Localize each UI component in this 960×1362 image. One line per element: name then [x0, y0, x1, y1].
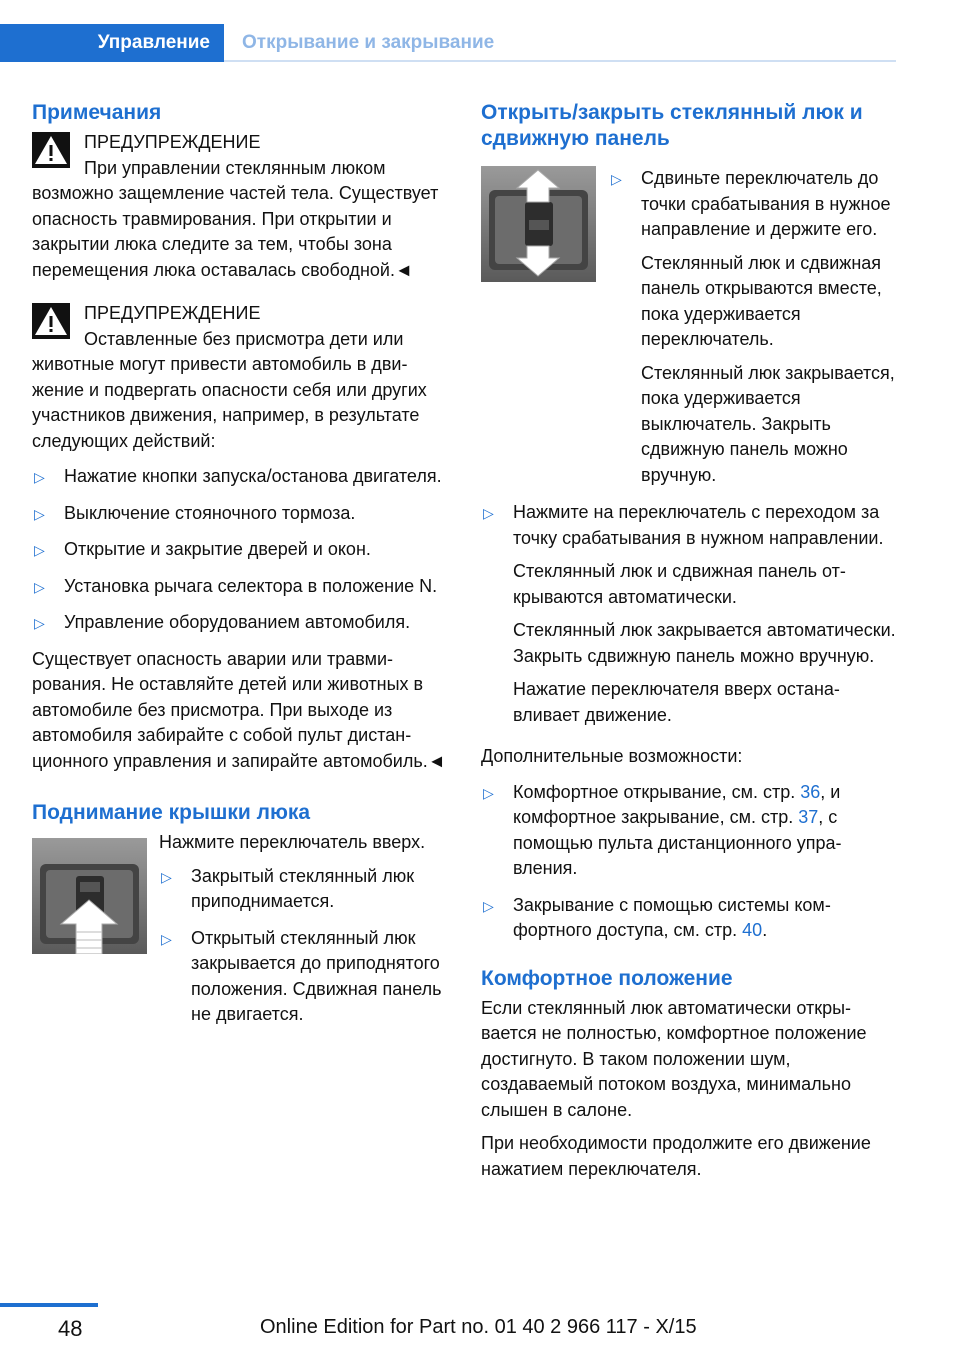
warning-list: [32, 464, 446, 636]
item-paragraph: Стеклянный люк и сдвижная панель открываются автоматически.: [513, 561, 846, 607]
open-close-section: [481, 166, 896, 488]
triangle-bullet-icon: ▷: [34, 615, 45, 631]
warning-block-2: [32, 301, 446, 774]
header-divider: [224, 60, 896, 62]
extra-intro: Дополнительные возможности:: [481, 746, 743, 766]
list-item: ▷ Нажатие кнопки запуска/останова двигателя.: [32, 464, 446, 490]
list-item: ▷ Открытый стеклянный люк закрывается до приподнятого положения. Сдвижная панель не двигается.: [161, 927, 442, 1024]
list-item: ▷ Открытие и закрытие дверей и окон.: [32, 537, 446, 563]
comfort-paragraph: Если стеклянный люк автоматически открывается не полностью, комфортное положение достигнуто. В таком положении шум, создаваемый потоком воздуха, минимально слышен в салоне.: [481, 997, 867, 1120]
list-item: ▷ Сдвиньте переключатель до точки срабатывания в нужное направление и держите его.: [611, 168, 891, 239]
open-close-list-2: [481, 500, 896, 551]
warning-text-first-line: Оставленные без присмотра дети или: [84, 328, 404, 349]
page-link-40[interactable]: 40: [742, 920, 763, 940]
triangle-bullet-icon: ▷: [611, 171, 622, 187]
warning-heading: ПРЕДУПРЕЖДЕНИЕ: [84, 303, 261, 323]
list-item: ▷ Комфортное открывание, см. стр. 36, и комфортное закрывание, см. стр. 37, с помощью пульта дистанционного управления.: [483, 781, 842, 878]
chapter-tab[interactable]: Управление: [0, 24, 224, 62]
open-close-list: [609, 166, 896, 243]
warning-text-first-line: При управлении стеклянным люком: [84, 157, 386, 178]
warning-block-1: [32, 130, 446, 283]
list-item: ▷ Закрывание с помощью системы комфортного доступа, см. стр. 40.: [483, 894, 831, 940]
extra-list: [481, 780, 896, 944]
list-item: ▷ Установка рычага селектора в положение N.: [32, 574, 446, 600]
section-tab[interactable]: Открывание и закрывание: [242, 32, 495, 53]
triangle-bullet-icon: ▷: [161, 868, 172, 885]
triangle-bullet-icon: ▷: [34, 505, 45, 522]
item-paragraph: Нажатие переключателя вверх останавливает движение.: [513, 679, 840, 725]
page-header: [0, 0, 960, 64]
triangle-bullet-icon: ▷: [34, 469, 45, 485]
warning-outro: Существует опасность аварии или травмирования. Не оставляйте детей или животных в автомобиле без присмотра. При выходе из автомобиля забирайте с собой пульт дистанционного управления и запирайте автомобиль.◄: [32, 648, 446, 771]
roof-switch-slide-image: [481, 166, 596, 282]
warning-icon: [32, 303, 70, 339]
triangle-bullet-icon: ▷: [483, 784, 494, 801]
right-column: [481, 100, 896, 1190]
item-paragraph: Стеклянный люк и сдвижная панель открываются вместе, пока удерживается переключатель.: [641, 252, 882, 349]
raise-heading: Поднимание крышки люка: [32, 801, 311, 824]
triangle-bullet-icon: ▷: [483, 897, 494, 914]
warning-icon: [32, 132, 70, 168]
notes-heading: Примечания: [32, 101, 162, 124]
page-link-37[interactable]: 37: [798, 807, 819, 827]
raise-intro: Нажмите переключатель вверх.: [159, 832, 426, 852]
item-paragraph: Стеклянный люк закрывается автоматически. Закрыть сдвижную панель можно вручную.: [513, 620, 896, 666]
raise-section: [32, 830, 446, 1028]
list-item: ▷ Нажмите на переключатель с переходом за точку срабатывания в нужном направлении.: [483, 502, 884, 548]
triangle-bullet-icon: ▷: [161, 930, 172, 947]
triangle-bullet-icon: ▷: [34, 542, 45, 558]
warning-heading: ПРЕДУПРЕЖДЕНИЕ: [84, 132, 261, 152]
page-link-36[interactable]: 36: [800, 781, 821, 802]
list-item: ▷ Управление оборудованием автомобиля.: [32, 610, 446, 636]
triangle-bullet-icon: ▷: [483, 505, 494, 521]
page-number-bar: [0, 1303, 98, 1307]
list-item: ▷ Выключение стояночного тормоза.: [32, 501, 446, 527]
roof-switch-up-image: [32, 838, 147, 954]
footer-edition: Online Edition for Part no. 01 40 2 966 117 - X/15: [260, 1316, 697, 1338]
open-close-heading: Открыть/закрыть стеклянный люк и сдвижную панель: [481, 101, 863, 150]
comfort-heading: Комфортное положение: [481, 966, 733, 990]
warning-text: животные могут привести автомобиль в движение и подвергать опасности себя или других участников движения, например, в результате следующих действий:: [32, 354, 427, 451]
comfort-paragraph: При необходимости продолжите его движение нажатием переключателя.: [481, 1133, 871, 1179]
open-close-item-1: [609, 166, 896, 488]
page-number: 48: [58, 1316, 83, 1341]
raise-text: [159, 830, 446, 1028]
triangle-bullet-icon: ▷: [34, 578, 45, 595]
list-item: ▷ Закрытый стеклянный люк приподнимается.: [161, 865, 415, 911]
warning-text: возможно защемление частей тела. Существует опасность травмирования. При открытии и закрытии люка следите за тем, чтобы зона перемещения люка оставалась свободной.◄: [32, 183, 439, 280]
left-column: [32, 100, 446, 1039]
raise-list: [159, 864, 446, 1028]
item-paragraph: Стеклянный люк закрывается, пока удерживается выключатель. Закрыть сдвижную панель можно вручную.: [641, 362, 895, 485]
